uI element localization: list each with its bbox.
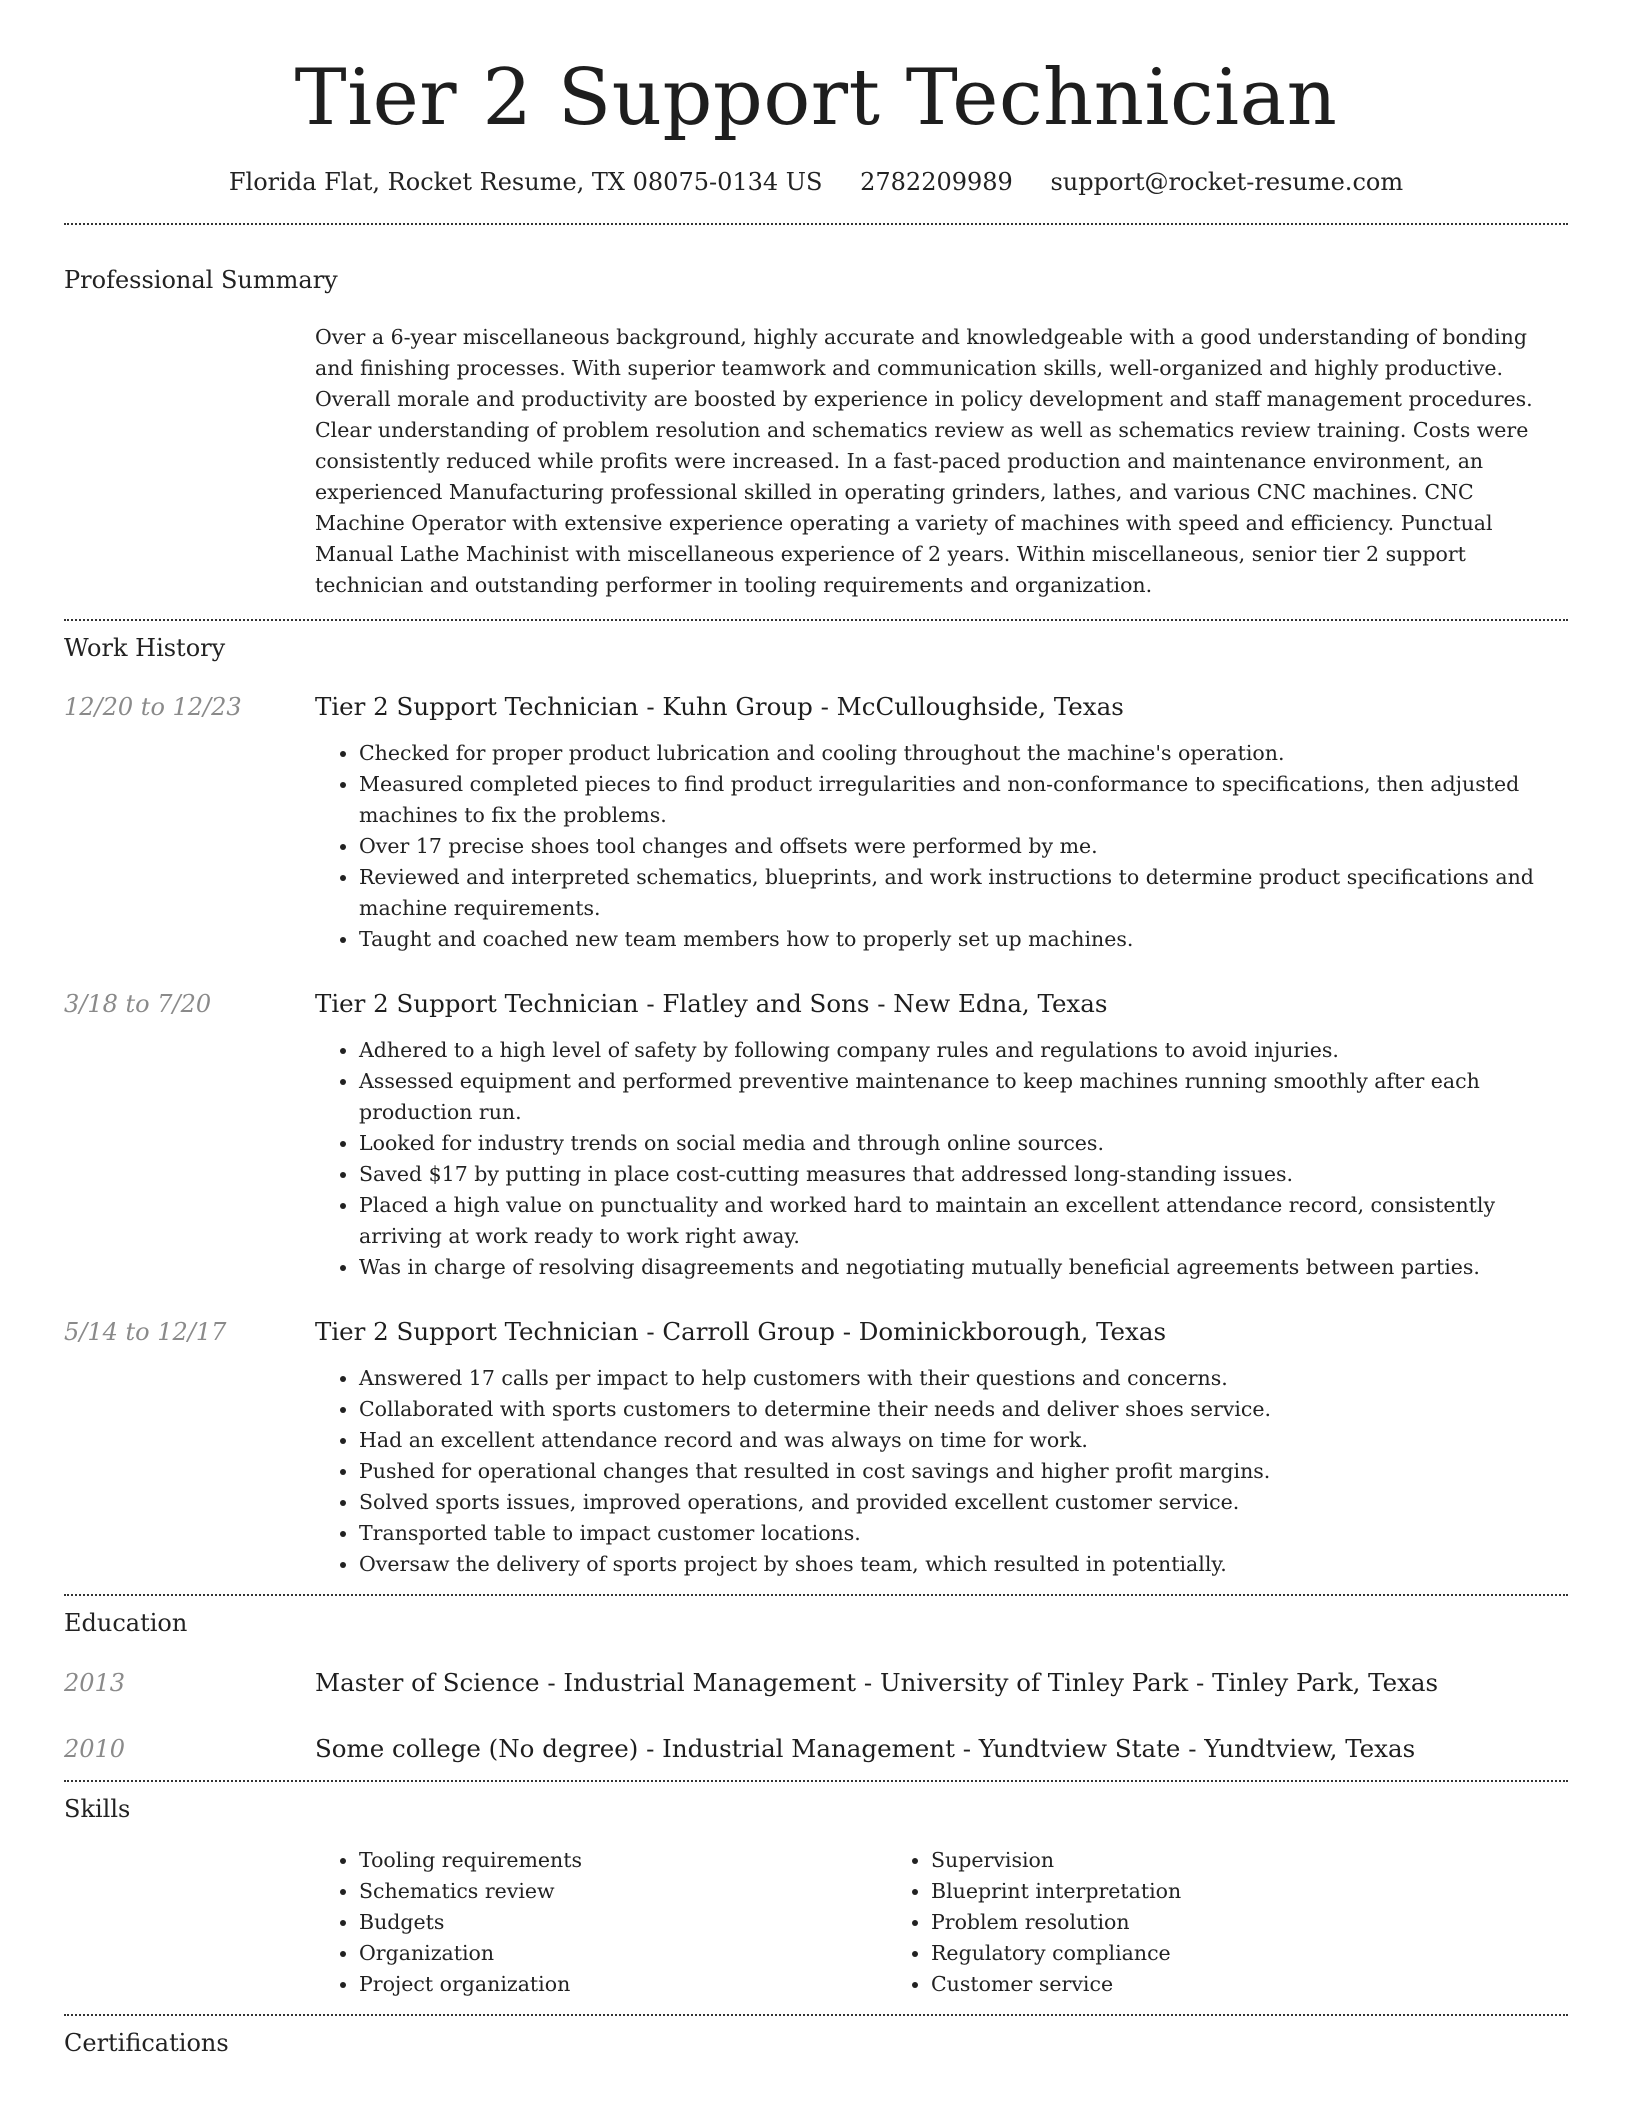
skill-item: • Project organization (359, 1969, 887, 2000)
education-date: 2010 (64, 1734, 126, 1763)
contact-phone: 2782209989 (860, 167, 1013, 196)
section-title-summary: Professional Summary (64, 266, 338, 295)
job-bullet: • Collaborated with sports customers to determine their needs and deliver shoes service. (359, 1394, 1568, 1425)
skill-item: • Tooling requirements (359, 1845, 887, 1876)
contact-line (64, 166, 1568, 200)
job-bullet: • Assessed equipment and performed preventive maintenance to keep machines running smoothly after each production run. (359, 1066, 1568, 1128)
education-date: 2013 (64, 1668, 126, 1697)
education-title: Some college (No degree) - Industrial Management - Yundtview State - Yundtview, Texas (315, 1733, 1416, 1763)
job-bullet: • Pushed for operational changes that resulted in cost savings and higher profit margins. (359, 1456, 1568, 1487)
education-entry (64, 1732, 1568, 1766)
section-title-skills: Skills (64, 1794, 131, 1823)
skill-item: • Regulatory compliance (931, 1938, 1459, 1969)
contact-email: support@rocket-resume.com (1050, 167, 1404, 196)
skill-item: • Customer service (931, 1969, 1459, 2000)
section-title-work: Work History (64, 634, 226, 663)
job-bullet: • Checked for proper product lubrication and cooling throughout the machine's operation. (359, 738, 1568, 769)
job-bullet: • Taught and coached new team members how to properly set up machines. (359, 924, 1568, 955)
job-date: 5/14 to 12/17 (64, 1318, 227, 1347)
job-bullet: • Measured completed pieces to find product irregularities and non-conformance to specifications, then adjusted machines to fix the problems. (359, 769, 1568, 831)
summary-section (64, 225, 1568, 601)
job-body (315, 1315, 1568, 1580)
education-entry (64, 1666, 1568, 1700)
skill-item: • Organization (359, 1938, 887, 1969)
section-title-education: Education (64, 1609, 188, 1638)
skill-item: • Schematics review (359, 1876, 887, 1907)
job-bullet: • Had an excellent attendance record and was always on time for work. (359, 1425, 1568, 1456)
skills-section (64, 1782, 1568, 2000)
job-bullet: • Was in charge of resolving disagreements and negotiating mutually beneficial agreements between parties. (359, 1252, 1568, 1283)
job-bullet: • Placed a high value on punctuality and worked hard to maintain an excellent attendance record, consistently arriving at work ready to work right away. (359, 1190, 1568, 1252)
skills-columns (315, 1845, 1568, 2000)
job-bullet: • Transported table to impact customer locations. (359, 1518, 1568, 1549)
job-bullets (315, 1035, 1568, 1283)
job-bullet: • Solved sports issues, improved operations, and provided excellent customer service. (359, 1487, 1568, 1518)
job-title: Tier 2 Support Technician - Kuhn Group - McCulloughside, Texas (315, 692, 1124, 722)
job-bullet: • Answered 17 calls per impact to help customers with their questions and concerns. (359, 1363, 1568, 1394)
skills-list-right (887, 1845, 1459, 2000)
skill-item: • Budgets (359, 1907, 887, 1938)
job-entry (64, 987, 1568, 1283)
job-bullets (315, 1363, 1568, 1580)
job-bullet: • Adhered to a high level of safety by following company rules and regulations to avoid injuries. (359, 1035, 1568, 1066)
job-title: Tier 2 Support Technician - Flatley and Sons - New Edna, Texas (315, 989, 1108, 1019)
job-bullets (315, 738, 1568, 955)
job-entry (64, 1315, 1568, 1580)
job-bullet: • Looked for industry trends on social media and through online sources. (359, 1128, 1568, 1159)
job-bullet: • Over 17 precise shoes tool changes and offsets were performed by me. (359, 831, 1568, 862)
skill-item: • Supervision (931, 1845, 1459, 1876)
work-section (64, 621, 1568, 1580)
job-bullet: • Oversaw the delivery of sports project by shoes team, which resulted in potentially. (359, 1549, 1568, 1580)
job-body (315, 987, 1568, 1283)
job-date: 3/18 to 7/20 (64, 990, 212, 1019)
summary-text: Over a 6-year miscellaneous background, highly accurate and knowledgeable with a good understanding of bonding and finishing processes. With superior teamwork and communication skills, well-organized and highly productive. Overall morale and productivity are boosted by experience in policy development and staff management procedures. Clear understanding of problem resolution and schematics review as well as schematics review training. Costs were consistently reduced while profits were increased. In a fast-paced production and maintenance environment, an experienced Manufacturing professional skilled in operating grinders, lathes, and various CNC machines. CNC Machine Operator with extensive experience operating a variety of machines with speed and efficiency. Punctual Manual Lathe Machinist with miscellaneous experience of 2 years. Within miscellaneous, senior tier 2 support technician and outstanding performer in tooling requirements and organization. (315, 325, 1533, 598)
certifications-section (64, 2016, 1568, 2059)
education-section (64, 1596, 1568, 1779)
job-bullet: • Saved $17 by putting in place cost-cutting measures that addressed long-standing issues. (359, 1159, 1568, 1190)
resume-name: Tier 2 Support Technician (294, 53, 1338, 143)
education-title: Master of Science - Industrial Management - University of Tinley Park - Tinley Park, Texas (315, 1667, 1439, 1697)
skill-item: • Blueprint interpretation (931, 1876, 1459, 1907)
skill-item: • Problem resolution (931, 1907, 1459, 1938)
skills-list-left (315, 1845, 887, 2000)
section-title-certifications: Certifications (64, 2028, 229, 2057)
job-date: 12/20 to 12/23 (64, 693, 242, 722)
job-title: Tier 2 Support Technician - Carroll Group - Dominickborough, Texas (315, 1317, 1167, 1347)
contact-address: Florida Flat, Rocket Resume, TX 08075-0134 US (228, 167, 823, 196)
job-entry (64, 690, 1568, 955)
job-bullet: • Reviewed and interpreted schematics, blueprints, and work instructions to determine product specifications and machine requirements. (359, 862, 1568, 924)
job-body (315, 690, 1568, 955)
